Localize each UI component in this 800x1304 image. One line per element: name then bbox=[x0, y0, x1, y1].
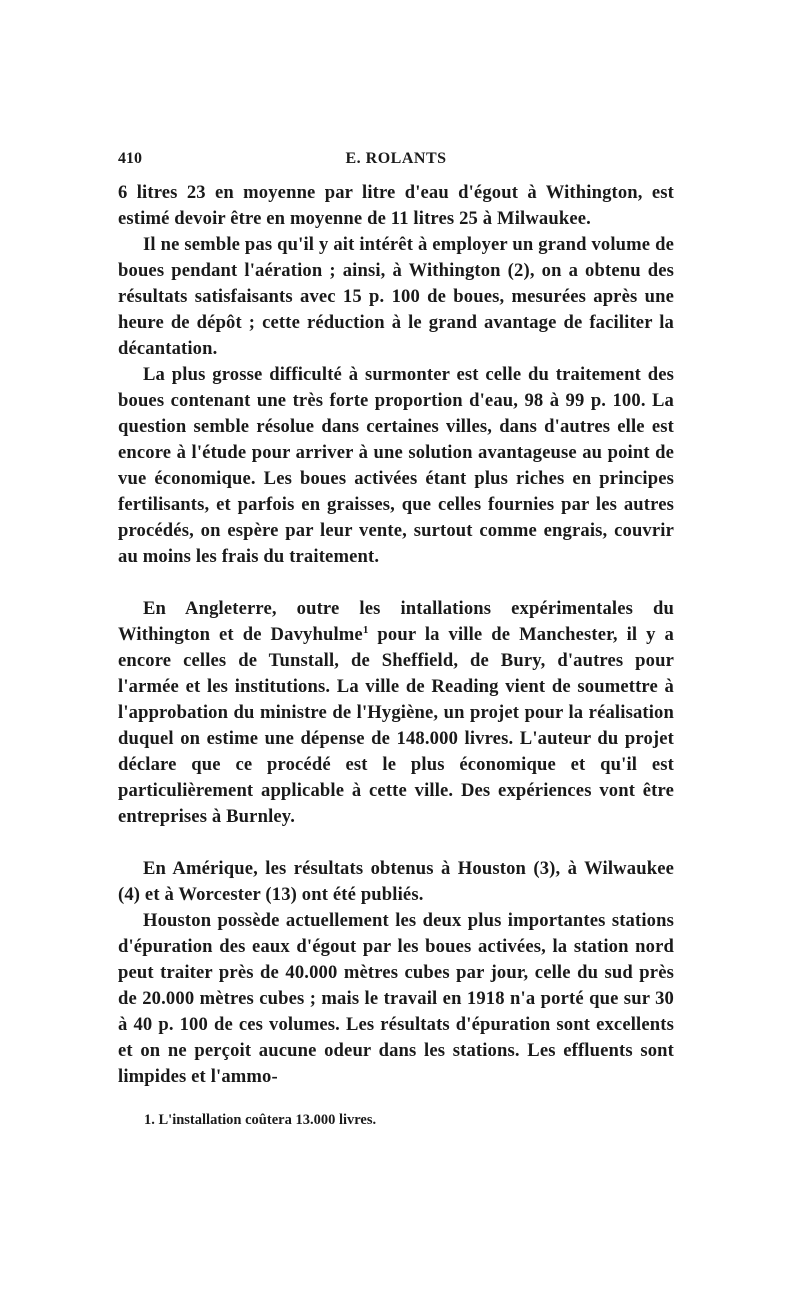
footnotes bbox=[118, 1110, 674, 1130]
running-head bbox=[118, 150, 674, 180]
body-text bbox=[118, 180, 674, 1090]
paragraph: Il ne semble pas qu'il y ait intérêt à employer un grand volume de boues pendant l'aération ; ainsi, à Withington (2), on a obtenu des résultats satisfaisants avec 15 p. 100 de boues, mesurées après une heure de dépôt ; cette réduction à le grand avantage de faciliter la décantation. bbox=[118, 234, 674, 359]
paragraph: En Amérique, les résultats obtenus à Houston (3), à Wilwaukee (4) et à Worcester (13) ont été publiés. bbox=[118, 858, 674, 905]
paragraph-text: pour la ville de Manchester, il y a encore celles de Tunstall, de Sheffield, de Bury, d'autres pour l'armée et les institutions. La ville de Reading vient de soumettre à l'approbation du ministre de l'Hygiène, un projet pour la réalisation duquel on estime une dépense de 148.000 livres. L'auteur du projet déclare que ce procédé est le plus économique et qu'il est particulièrement applicable à cette ville. Des expériences vont être entreprises à Burnley. bbox=[118, 624, 675, 827]
paragraph bbox=[118, 596, 674, 830]
paragraph: La plus grosse difficulté à surmonter est celle du traitement des boues contenant une très forte proportion d'eau, 98 à 99 p. 100. La question semble résolue dans certaines villes, dans d'autres elle est encore à l'étude pour arriver à une solution avantageuse au point de vue économique. Les boues activées étant plus riches en principes fertilisants, et parfois en graisses, que celles fournies par les autres procédés, on espère par leur vente, surtout comme engrais, couvrir au moins les frais du traitement. bbox=[118, 364, 674, 567]
paragraph: Houston possède actuellement les deux plus importantes stations d'épuration des eaux d'égout par les boues activées, la station nord peut traiter près de 40.000 mètres cubes par jour, celle du sud près de 20.000 mètres cubes ; mais le travail en 1918 n'a porté que sur 30 à 40 p. 100 de ces volumes. Les résultats d'épuration sont excellents et on ne perçoit aucune odeur dans les stations. Les effluents sont limpides et l'ammo- bbox=[118, 910, 674, 1087]
footnote: 1. L'installation coûtera 13.000 livres. bbox=[144, 1112, 377, 1128]
running-head-author: E. ROLANTS bbox=[345, 150, 447, 167]
paragraph-text: En Angleterre, outre les intallations expérimentales du Withington et de Davyhulme bbox=[118, 598, 674, 645]
paragraph: 6 litres 23 en moyenne par litre d'eau d'égout à Withington, est estimé devoir être en moyenne de 11 litres 25 à Milwaukee. bbox=[118, 182, 674, 229]
page bbox=[118, 150, 674, 1130]
footnote-reference: 1 bbox=[362, 623, 369, 636]
page-number: 410 bbox=[118, 150, 142, 167]
